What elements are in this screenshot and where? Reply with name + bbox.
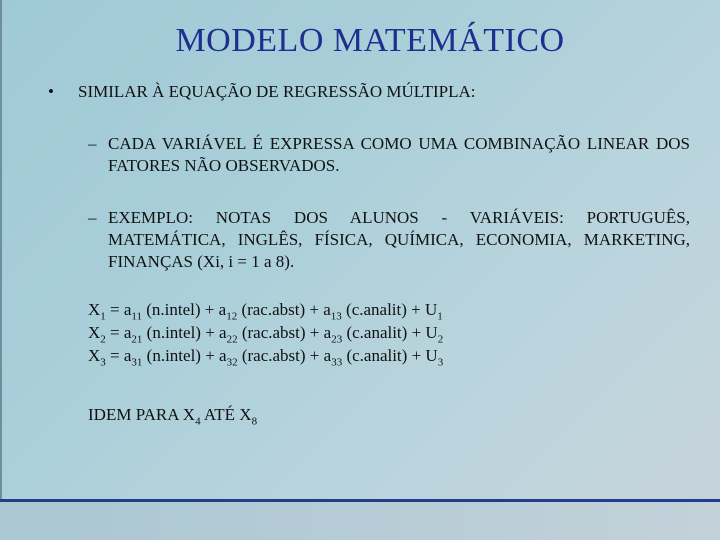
equation-block [88, 300, 443, 369]
subitem-marker: – [88, 208, 97, 227]
bullet-text: SIMILAR À EQUAÇÃO DE REGRESSÃO MÚLTIPLA: [78, 82, 476, 101]
bullet-marker: • [48, 82, 54, 101]
subitem-text: EXEMPLO: NOTAS DOS ALUNOS - VARIÁVEIS: PORTUGUÊS, MATEMÁTICA, INGLÊS, FÍSICA, QUÍMICA, ECONOMIA, MARKETING, FINANÇAS (Xi, i = 1 a 8). [108, 208, 690, 271]
equation-line: $X_1 = a_{11}$ (n.intel) + $a_{12}$ (rac.abst) + $a_{13}$ (c.analit) + $U_1$ [88, 300, 443, 323]
equation-line: $X_2 = a_{21}$ (n.intel) + $a_{22}$ (rac.abst) + $a_{23}$ (c.analit) + $U_2$ [88, 323, 444, 346]
subitem-text: CADA VARIÁVEL É EXPRESSA COMO UMA COMBINAÇÃO LINEAR DOS FATORES NÃO OBSERVADOS. [108, 134, 690, 175]
subitem-marker: – [88, 134, 97, 153]
slide-title: MODELO MATEMÁTICO [175, 22, 565, 59]
bottom-strip [0, 502, 720, 540]
idem-note: IDEM PARA $X_4$ ATÉ $X_8$ [88, 405, 258, 428]
equation-line: $X_3 = a_{31}$ (n.intel) + $a_{32}$ (rac.abst) + $a_{33}$ (c.analit) + $U_3$ [88, 346, 444, 369]
